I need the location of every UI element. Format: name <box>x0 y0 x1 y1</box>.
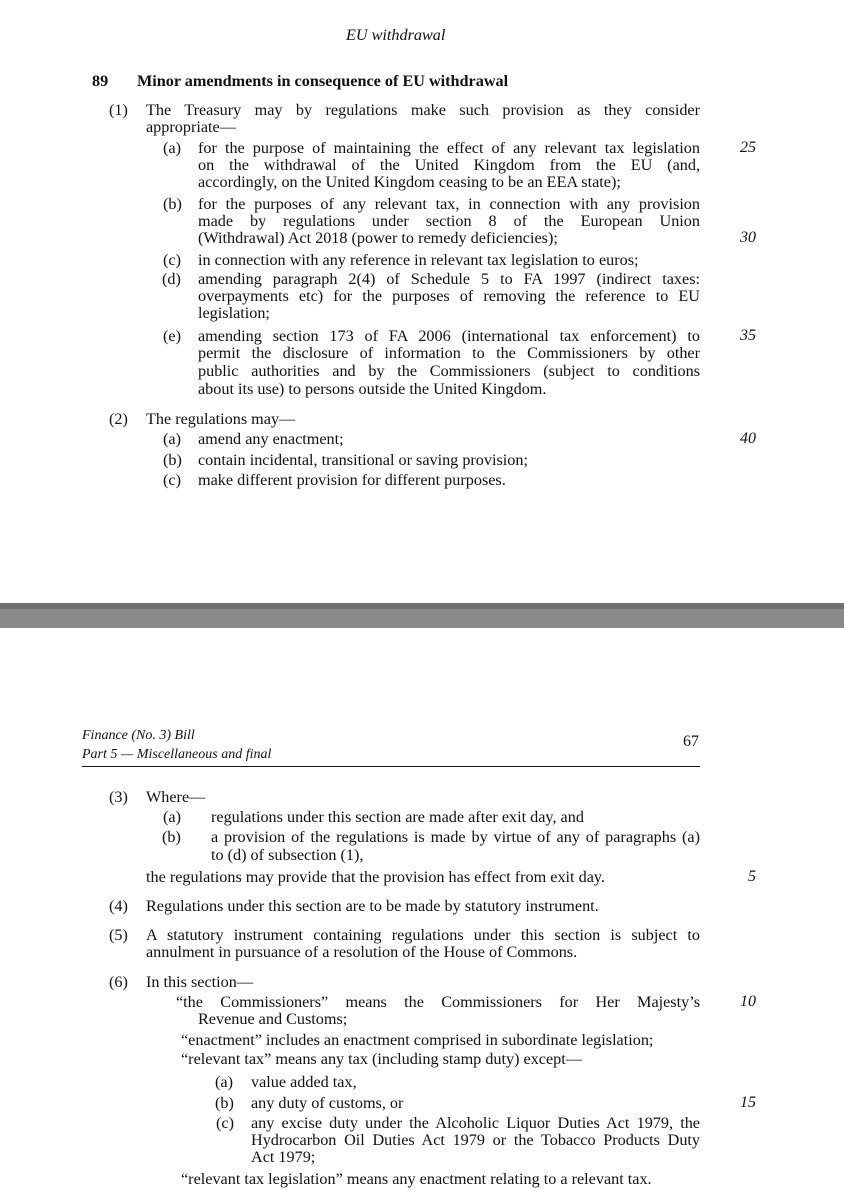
line-number: 35 <box>740 327 756 344</box>
para-3a-text: regulations under this section are made after exit day, and <box>211 808 584 826</box>
para-2b-label: (b) <box>163 451 182 469</box>
line-number: 15 <box>740 1094 756 1111</box>
para-1b-line3: (Withdrawal) Act 2018 (power to remedy deficiencies); <box>198 229 558 247</box>
para-1e-line3: public authorities and by the Commissioners (subject to conditions <box>198 362 700 380</box>
relevant-tax-c-line2: Hydrocarbon Oil Duties Act 1979 or the Tobacco Products Duty <box>251 1131 700 1149</box>
para-1a-line1: for the purpose of maintaining the effect of any relevant tax legislation <box>198 139 700 157</box>
section-title: Minor amendments in consequence of EU withdrawal <box>137 72 509 90</box>
line-number: 30 <box>740 229 756 246</box>
para-1b-label: (b) <box>163 195 182 213</box>
para-3b-line1: a provision of the regulations is made by virtue of any of paragraphs (a) <box>211 828 700 846</box>
para-1d-line2: overpayments etc) for the purposes of removing the reference to EU <box>198 287 700 305</box>
relevant-tax-a-label: (a) <box>215 1073 233 1091</box>
para-1e-label: (e) <box>163 327 181 345</box>
subsection-6-intro: In this section— <box>146 973 254 991</box>
subsection-6-number: (6) <box>109 973 128 991</box>
para-1e-line2: permit the disclosure of information to the Commissioners by other <box>198 344 700 362</box>
para-3b-label: (b) <box>162 828 181 846</box>
subsection-2-intro: The regulations may— <box>146 410 296 428</box>
relevant-tax-a-text: value added tax, <box>251 1073 357 1091</box>
para-1a-line3: accordingly, on the United Kingdom ceasing to be an EEA state); <box>198 173 621 191</box>
para-2c-text: make different provision for different purposes. <box>198 471 506 489</box>
para-1d-line1: amending paragraph 2(4) of Schedule 5 to FA 1997 (indirect taxes: <box>198 270 700 288</box>
para-2c-label: (c) <box>163 471 181 489</box>
definition-enactment: “enactment” includes an enactment comprised in subordinate legislation; <box>181 1031 654 1049</box>
page-number: 67 <box>683 733 699 750</box>
para-2b-text: contain incidental, transitional or saving provision; <box>198 451 528 469</box>
subsection-4-text: Regulations under this section are to be made by statutory instrument. <box>146 897 599 915</box>
subsection-5-line2: annulment in pursuance of a resolution of the House of Commons. <box>146 943 578 961</box>
line-number: 5 <box>748 868 756 885</box>
subsection-2-number: (2) <box>109 410 128 428</box>
relevant-tax-c-line1: any excise duty under the Alcoholic Liquor Duties Act 1979, the <box>251 1114 700 1132</box>
para-1d-line3: legislation; <box>198 304 270 322</box>
definition-relevant-tax: “relevant tax” means any tax (including stamp duty) except— <box>181 1050 582 1068</box>
relevant-tax-b-text: any duty of customs, or <box>251 1094 404 1112</box>
subsection-4-number: (4) <box>109 897 128 915</box>
para-1e-line1: amending section 173 of FA 2006 (international tax enforcement) to <box>198 327 700 345</box>
para-1d-label: (d) <box>162 270 181 288</box>
subsection-5-line1: A statutory instrument containing regulations under this section is subject to <box>146 926 700 944</box>
section-number: 89 <box>92 72 109 90</box>
group-heading: EU withdrawal <box>346 26 446 44</box>
subsection-3-intro: Where— <box>146 788 206 806</box>
para-3b-line2: to (d) of subsection (1), <box>211 846 364 864</box>
header-rule <box>82 766 700 767</box>
relevant-tax-b-label: (b) <box>215 1094 234 1112</box>
para-3a-label: (a) <box>163 808 181 826</box>
page-bottom <box>0 628 844 1200</box>
page-separator <box>0 603 844 628</box>
subsection-1-intro-line1: The Treasury may by regulations make such provision as they consider <box>146 101 700 119</box>
subsection-1-number: (1) <box>109 101 128 119</box>
para-1a-label: (a) <box>163 139 181 157</box>
para-1c-label: (c) <box>163 251 181 269</box>
para-1b-line2: made by regulations under section 8 of the European Union <box>198 212 700 230</box>
subsection-5-number: (5) <box>109 926 128 944</box>
para-1b-line1: for the purposes of any relevant tax, in connection with any provision <box>198 195 700 213</box>
cut-off-text-line <box>148 0 688 2</box>
para-1a-line2: on the withdrawal of the United Kingdom from the EU (and, <box>198 156 700 174</box>
line-number: 40 <box>740 430 756 447</box>
definition-commissioners-line1: “the Commissioners” means the Commissioners for Her Majesty’s <box>176 993 700 1011</box>
subsection-3-number: (3) <box>109 788 128 806</box>
relevant-tax-c-label: (c) <box>216 1114 234 1132</box>
definition-relevant-tax-legislation: “relevant tax legislation” means any enactment relating to a relevant tax. <box>181 1170 652 1188</box>
relevant-tax-c-line3: Act 1979; <box>251 1148 316 1166</box>
running-header-part: Part 5 — Miscellaneous and final <box>82 747 272 762</box>
cut-off-text <box>148 0 424 2</box>
para-2a-text: amend any enactment; <box>198 430 344 448</box>
running-header-title: Finance (No. 3) Bill <box>82 728 195 743</box>
subsection-3-close: the regulations may provide that the provision has effect from exit day. <box>146 868 605 886</box>
para-1c-line1: in connection with any reference in relevant tax legislation to euros; <box>198 251 639 269</box>
definition-commissioners-line2: Revenue and Customs; <box>198 1010 348 1028</box>
subsection-1-intro-line2: appropriate— <box>146 118 236 136</box>
line-number: 10 <box>740 993 756 1010</box>
line-number: 25 <box>740 139 756 156</box>
para-2a-label: (a) <box>163 430 181 448</box>
para-1e-line4: about its use) to persons outside the United Kingdom. <box>198 380 547 398</box>
